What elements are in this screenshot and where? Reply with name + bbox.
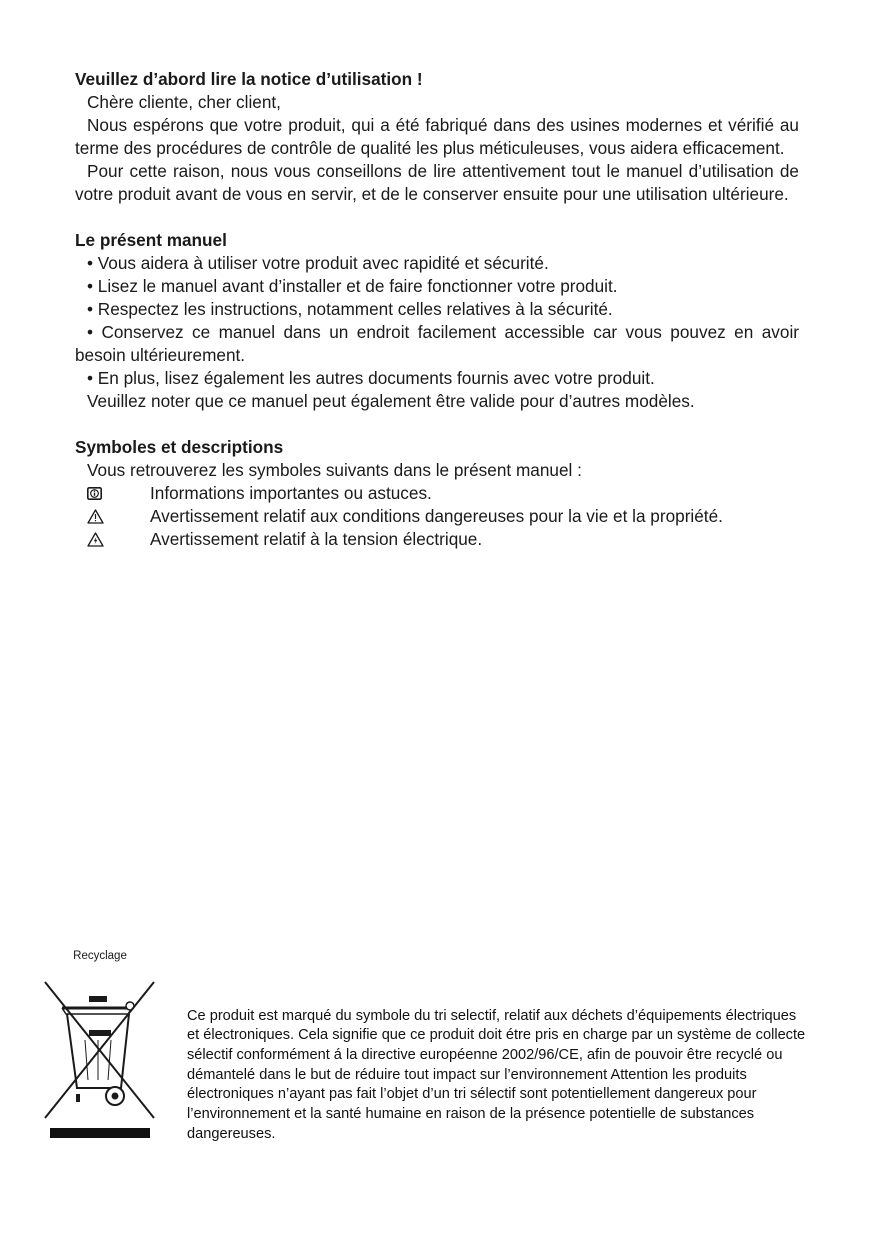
manual-bullet: • En plus, lisez également les autres documents fournis avec votre produit. [87, 368, 655, 388]
symbols-intro: Vous retrouverez les symboles suivants dans le présent manuel : [87, 460, 582, 480]
page-content [75, 68, 799, 551]
recycling-text: Ce produit est marqué du symbole du tri selectif, relatif aux déchets d’équipements électriques et électroniques. Cela signifie que ce produit doit étre pris en charge par un système de collecte sélectif conformément á la directive européenne 2002/96/CE, afin de pouvoir être recyclé ou démantelé dans le but de réduire tout impact sur l’environnement Attention les produits électroniques n’ayant pas fait l’objet d’un tri sélectif sont potentiellement dangereux pour l’environnement et la santé humaine en raison de la présence potentielle de substances dangereuses. [187, 1007, 806, 1142]
symbol-row-warning [75, 505, 799, 528]
manual-bullet: • Lisez le manuel avant d’installer et de faire fonctionner votre produit. [87, 276, 618, 296]
intro-paragraph-2: Pour cette raison, nous vous conseillons de lire attentivement tout le manuel d’utilisation de votre produit avant de vous en servir, et de le conserver ensuite pour une utilisation ultérieure. [75, 161, 799, 204]
intro-heading: Veuillez d’abord lire la notice d’utilisation ! [75, 69, 423, 89]
section-spacer [75, 413, 799, 436]
recycling-title: Recyclage [73, 950, 127, 962]
manual-heading: Le présent manuel [75, 230, 227, 250]
symbols-heading: Symboles et descriptions [75, 437, 284, 457]
manual-bullet: • Conservez ce manuel dans un endroit facilement accessible car vous pouvez en avoir besoin ultérieurement. [75, 322, 799, 365]
symbol-description: Avertissement relatif aux conditions dangereuses pour la vie et la propriété. [150, 506, 723, 526]
intro-greeting: Chère cliente, cher client, [87, 92, 281, 112]
intro-paragraph-1: Nous espérons que votre produit, qui a été fabriqué dans des usines modernes et vérifié au terme des procédures de contrôle de qualité les plus méticuleuses, vous aidera efficacement. [75, 115, 799, 158]
crossed-bin-icon [40, 968, 160, 1138]
symbol-description: Avertissement relatif à la tension électrique. [150, 529, 483, 549]
manual-bullet: • Respectez les instructions, notamment celles relatives à la sécurité. [87, 299, 613, 319]
symbol-description: Informations importantes ou astuces. [150, 483, 432, 503]
electric-warning-icon [75, 532, 150, 547]
symbol-row-info [75, 482, 799, 505]
symbol-row-electric [75, 528, 799, 551]
warning-icon [75, 509, 150, 524]
info-icon [75, 487, 150, 500]
recycling-symbol-block [40, 950, 160, 1138]
manual-bullet: • Vous aidera à utiliser votre produit avec rapidité et sécurité. [87, 253, 549, 273]
manual-note: Veuillez noter que ce manuel peut également être valide pour d’autres modèles. [87, 391, 695, 411]
section-spacer [75, 206, 799, 229]
